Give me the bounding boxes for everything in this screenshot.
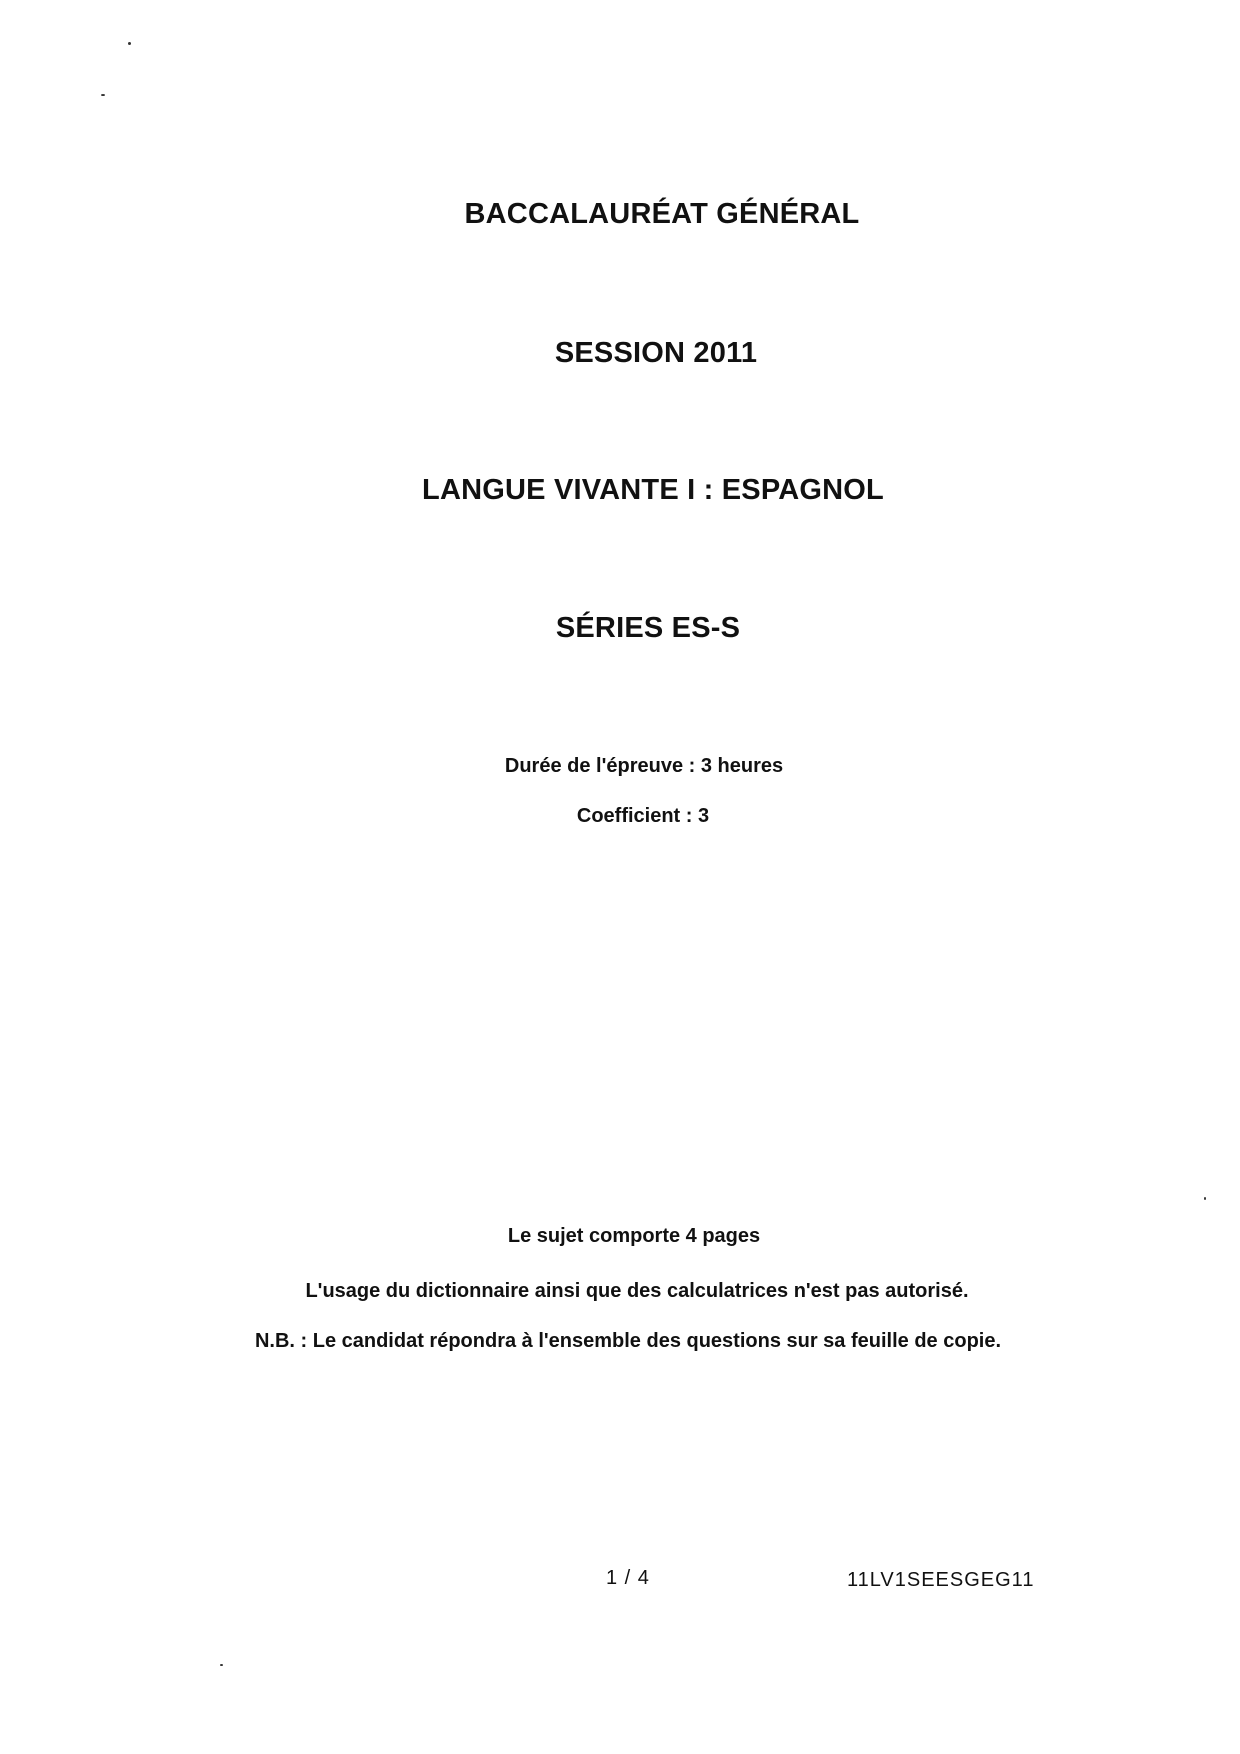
- subject-label: LANGUE VIVANTE I : ESPAGNOL: [422, 474, 884, 506]
- session-label: SESSION 2011: [554, 337, 758, 369]
- series-label: SÉRIES ES-S: [555, 612, 741, 644]
- page-number: 1 / 4: [606, 1567, 650, 1589]
- exam-code: 11LV1SEESGEG11: [847, 1569, 1035, 1591]
- pages-note: Le sujet comporte 4 pages: [507, 1225, 761, 1247]
- scan-speck: [1204, 1197, 1206, 1200]
- scan-speck: [101, 94, 105, 96]
- dictionary-note: L'usage du dictionnaire ainsi que des calculatrices n'est pas autorisé.: [305, 1280, 969, 1302]
- scan-speck: [128, 42, 131, 45]
- coefficient-text: Coefficient : 3: [576, 805, 710, 827]
- exam-title: BACCALAURÉAT GÉNÉRAL: [464, 198, 860, 230]
- nb-note: N.B. : Le candidat répondra à l'ensemble des questions sur sa feuille de copie.: [254, 1330, 1002, 1352]
- duration-text: Durée de l'épreuve : 3 heures: [504, 755, 784, 777]
- scan-speck: [220, 1664, 223, 1666]
